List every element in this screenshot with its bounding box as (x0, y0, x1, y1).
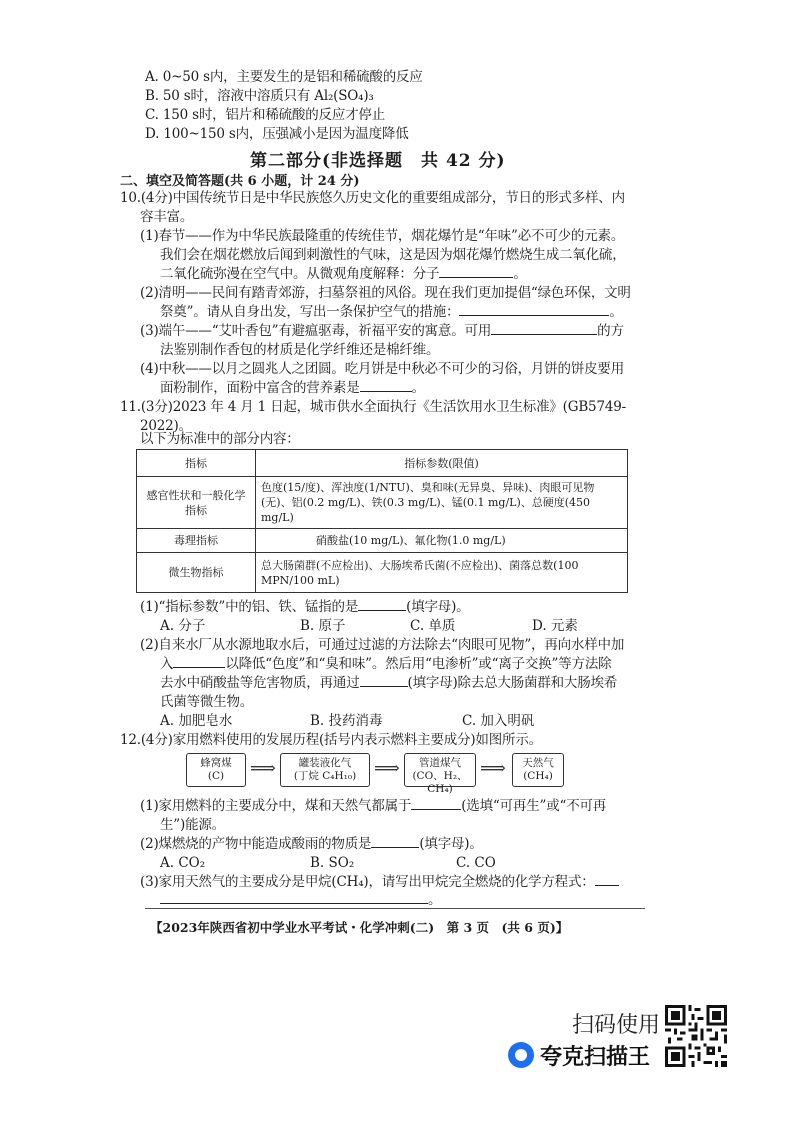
answer-blank[interactable] (173, 655, 225, 668)
q11-part2-line2: 入 以降低“色度”和“臭和味”。然后用“电渗析”或“离子交换”等方法除 (160, 656, 612, 672)
q11-part2-line3: 去水中硝酸盐等危害物质，再通过 (填字母)除去总大肠菌群和大肠埃希 (160, 675, 618, 691)
answer-blank[interactable] (459, 303, 609, 316)
q10-part1: (1)春节——作为中华民族最隆重的传统佳节，烟花爆竹是“年味”必不可少的元素。 (140, 228, 625, 244)
answer-blank[interactable] (160, 891, 428, 904)
quark-logo-icon (508, 1042, 534, 1068)
q10-intro: 10.(4分)中国传统节日是中华民族悠久历史文化的重要组成部分，节日的形式多样、内 (120, 190, 625, 206)
q10-part2: (2)清明——民间有踏青郊游，扫墓祭祖的风俗。现在我们更加提倡“绿色环保，文明 (140, 285, 631, 301)
q11-part1-option-c[interactable]: C. 单质 (410, 618, 456, 634)
table-cell: 感官性状和一般化学指标 (137, 477, 256, 529)
q11-part1: (1)“指标参数”中的铝、铁、锰指的是 (填字母)。 (140, 599, 470, 615)
flow-box-coal: 蜂窝煤 (C) (186, 753, 246, 787)
page-footer: 【2023年陕西省初中学业水平考试・化学冲刺(二) 第 3 页 (共 6 页)】 (150, 920, 569, 935)
brand-name: 夸克扫描王 (540, 1044, 651, 1070)
table-row (137, 529, 628, 553)
table-row (137, 477, 628, 529)
q12-part1: (1)家用燃料的主要成分中，煤和天然气都属于 (选填“可再生”或“不可再 (140, 798, 607, 814)
q10-part2-line2: 祭奠”。请从自身出发，写出一条保护空气的措施： 。 (160, 304, 623, 320)
flow-box-pipeline-gas: 管道煤气 (CO、H₂、CH₄) (404, 753, 476, 787)
section-heading: 二、填空及简答题(共 6 小题，计 24 分) (120, 174, 360, 189)
table-cell: 微生物指标 (137, 553, 256, 593)
q9-option-c: C. 150 s时，铝片和稀硫酸的反应才停止 (145, 107, 386, 123)
q10-part3-line2: 法鉴别制作香包的材质是化学纤维还是棉纤维。 (160, 342, 440, 358)
answer-blank[interactable] (411, 797, 461, 810)
arrow-right-icon: ⟹ (250, 758, 276, 779)
q11-intro-cont: 2022)。 (140, 418, 192, 434)
answer-blank[interactable] (358, 598, 406, 611)
table-cell: 硝酸盐(10 mg/L)、氟化物(1.0 mg/L) (256, 529, 628, 553)
arrow-right-icon: ⟹ (480, 758, 506, 779)
answer-blank[interactable] (371, 835, 419, 848)
q12-part2-option-a[interactable]: A. CO₂ (160, 855, 206, 871)
flow-box-natural-gas: 天然气 (CH₄) (512, 753, 564, 787)
q12-part3: (3)家用天然气的主要成分是甲烷(CH₄)，请写出甲烷完全燃烧的化学方程式： (140, 873, 619, 891)
q11-part1-option-a[interactable]: A. 分子 (160, 618, 206, 634)
q11-part1-option-b[interactable]: B. 原子 (300, 618, 346, 634)
table-cell: 毒理指标 (137, 529, 256, 553)
q10-part4: (4)中秋——以月之圆兆人之团圆。吃月饼是中秋必不可少的习俗，月饼的饼皮要用 (140, 361, 625, 377)
q11-intro-table: 以下为标准中的部分内容： (140, 431, 300, 447)
arrow-right-icon: ⟹ (374, 758, 400, 779)
table-header-cell: 指标 (137, 450, 256, 477)
scan-to-use-label: 扫码使用 (572, 1013, 661, 1038)
q11-part2-option-b[interactable]: B. 投药消毒 (310, 713, 383, 729)
table-row (137, 553, 628, 593)
q12-intro: 12.(4分)家用燃料使用的发展历程(括号内表示燃料主要成分)如图所示。 (120, 732, 542, 748)
answer-blank[interactable] (595, 873, 619, 886)
q9-option-b: B. 50 s时，溶液中溶质只有 Al₂(SO₄)₃ (145, 88, 374, 104)
q10-part1-line2: 我们会在烟花燃放后闻到刺激性的气味，这是因为烟花爆竹燃烧生成二氧化硫， (160, 247, 626, 263)
q9-option-a: A. 0~50 s内，主要发生的是铝和稀硫酸的反应 (145, 69, 423, 85)
footer-divider (145, 908, 645, 909)
q12-part1-line2: 生”)能源。 (160, 817, 225, 833)
q11-part2-option-a[interactable]: A. 加肥皂水 (160, 713, 233, 729)
table-header-cell: 指标参数(限值) (256, 450, 628, 477)
qr-code-icon[interactable] (665, 1005, 727, 1067)
q9-option-d: D. 100~150 s内，压强减小是因为温度降低 (145, 126, 409, 142)
q11-part2-option-c[interactable]: C. 加入明矾 (462, 713, 535, 729)
q10-part1-line3: 二氧化硫弥漫在空气中。从微观角度解释：分子 。 (160, 266, 527, 282)
q10-intro-cont: 容丰富。 (140, 209, 194, 225)
table-cell: 总大肠菌群(不应检出)、大肠埃希氏菌(不应检出)、菌落总数(100 MPN/100 mL) (256, 553, 628, 593)
q11-part2-line4: 氏菌等微生物。 (160, 694, 254, 710)
table-header-row (137, 450, 628, 477)
q10-part3: (3)端午——“艾叶香包”有避瘟驱毒，祈福平安的寓意。可用 的方 (140, 323, 624, 339)
q12-part2: (2)煤燃烧的产物中能造成酸雨的物质是 (填字母)。 (140, 836, 483, 852)
flow-box-lpg: 罐装液化气 (丁烷 C₄H₁₀) (280, 753, 370, 787)
answer-blank[interactable] (491, 322, 597, 335)
answer-blank[interactable] (439, 265, 513, 278)
standard-table (136, 449, 628, 593)
answer-blank[interactable] (360, 674, 408, 687)
q12-part2-option-b[interactable]: B. SO₂ (310, 855, 355, 871)
q12-part2-option-c[interactable]: C. CO (456, 855, 496, 871)
q11-part1-option-d[interactable]: D. 元素 (532, 618, 578, 634)
q10-part4-line2: 面粉制作，面粉中富含的营养素是 。 (160, 380, 425, 396)
answer-blank[interactable] (360, 379, 412, 392)
q12-part3-line2: 。 (160, 891, 441, 909)
part-title: 第二部分(非选择题 共 42 分) (250, 151, 506, 171)
q11-intro: 11.(3分)2023 年 4 月 1 日起，城市供水全面执行《生活饮用水卫生标准》(GB5749- (120, 399, 626, 415)
scanner-brand (508, 1040, 650, 1070)
q11-part2: (2)自来水厂从水源地取水后，可通过过滤的方法除去“肉眼可见物”，再向水样中加 (140, 637, 625, 653)
table-cell: 色度(15/度)、浑浊度(1/NTU)、臭和味(无异臭、异味)、肉眼可见物(无)、铝(0.2 mg/L)、铁(0.3 mg/L)、锰(0.1 mg/L)、总硬度(450 mg/L) (256, 477, 628, 529)
